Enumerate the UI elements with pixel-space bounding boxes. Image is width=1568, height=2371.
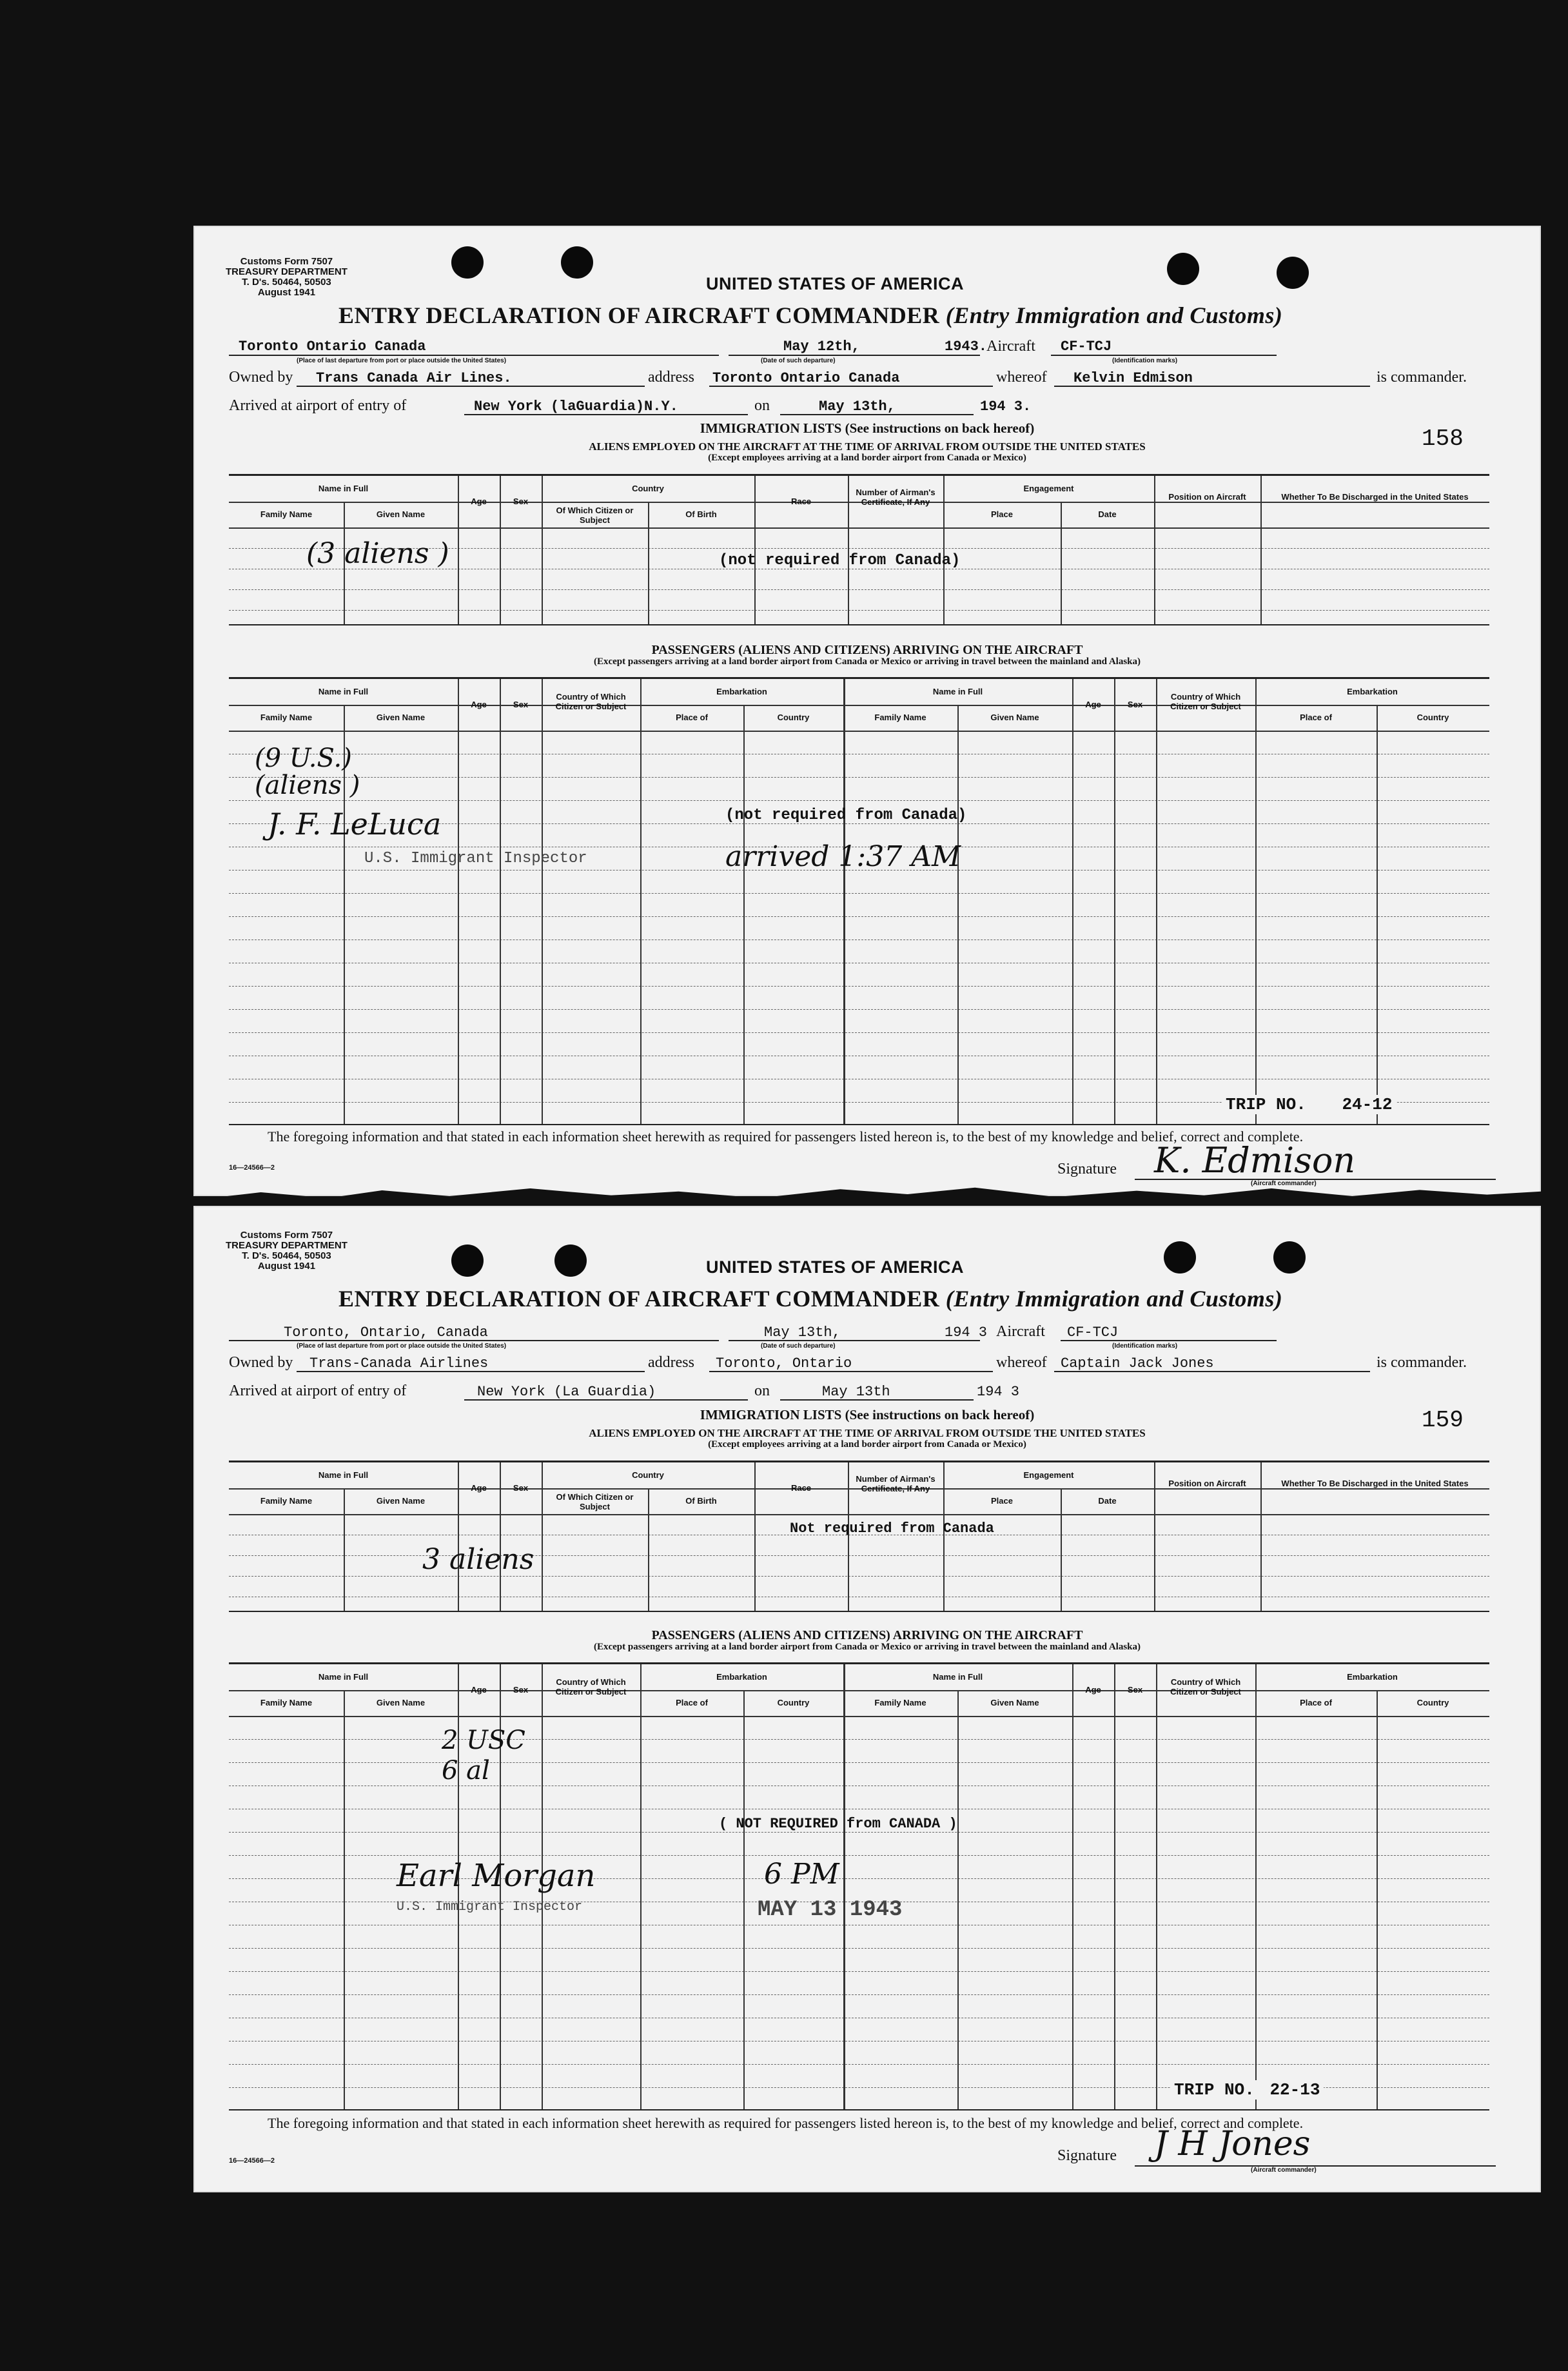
form-title — [338, 1285, 1282, 1312]
col-citizen-of: Of Which Citizen or Subject — [556, 1492, 634, 1511]
aliens-heading: ALIENS EMPLOYED ON THE AIRCRAFT AT THE TIME OF ARRIVAL FROM OUTSIDE THE UNITED STATES — [589, 440, 1146, 453]
col-name-in-full-2: Name in Full — [932, 687, 983, 696]
col-place: Place — [991, 1496, 1013, 1506]
col-age: Age — [471, 1685, 487, 1695]
departure-place: Toronto, Ontario, Canada — [284, 1324, 488, 1341]
punch-hole — [1167, 253, 1199, 285]
treasury-decisions: T. D's. 50464, 50503 — [242, 277, 331, 288]
form-number: Customs Form 7507 — [240, 256, 333, 267]
col-embarkation-2: Embarkation — [1347, 687, 1398, 696]
inspector-stamp: U.S. Immigrant Inspector — [364, 850, 587, 867]
signature-caption: (Aircraft commander) — [1251, 2167, 1317, 2174]
punch-hole — [451, 1245, 484, 1277]
date-stamp: MAY 13 1943 — [758, 1898, 903, 1922]
arrival-year: 194 3 — [977, 1384, 1020, 1400]
declaration-sheet-1 — [193, 226, 1541, 1196]
arrival-time-handwritten: arrived 1:37 AM — [725, 840, 961, 873]
treasury-decisions: T. D's. 50464, 50503 — [242, 1250, 331, 1261]
print-code: 16—24566—2 — [229, 2157, 275, 2165]
col-place-of: Place of — [676, 1698, 708, 1707]
signature-label: Signature — [1057, 1161, 1117, 1177]
owner: Trans-Canada Airlines — [309, 1355, 489, 1372]
owned-by-label: Owned by — [229, 1354, 293, 1371]
punch-hole — [1277, 257, 1309, 289]
col-family-name-2: Family Name — [874, 713, 926, 722]
col-discharged: Whether To Be Discharged in the United States — [1281, 1479, 1469, 1488]
declaration-sheet-2 — [193, 1206, 1541, 2192]
passengers-heading: PASSENGERS (ALIENS AND CITIZENS) ARRIVING ON THE AIRCRAFT — [651, 643, 1083, 657]
commander: Kelvin Edmison — [1073, 370, 1193, 386]
crew-not-required-note: (not required from Canada) — [719, 552, 961, 569]
commander-signature: J H Jones — [1154, 2125, 1311, 2163]
form-date: August 1941 — [257, 1261, 316, 1272]
arrival-airport: New York (laGuardia)N.Y. — [474, 398, 678, 415]
arrival-year: 194 3. — [980, 398, 1032, 415]
trip-number: 22-13 — [1269, 2080, 1320, 2100]
arrived-label: Arrived at airport of entry of — [229, 397, 407, 414]
col-of-birth: Of Birth — [685, 1496, 717, 1506]
col-certificate: Number of Airman's Certificate, If Any — [856, 487, 936, 507]
col-place-of-2: Place of — [1300, 1698, 1332, 1707]
departure-caption: (Place of last departure from port or place outside the United States) — [297, 357, 507, 364]
col-position: Position on Aircraft — [1168, 1479, 1246, 1488]
departure-date: May 12th, — [783, 339, 860, 355]
punch-hole — [561, 246, 593, 279]
department: TREASURY DEPARTMENT — [226, 1240, 348, 1251]
departure-year: 194 3 — [945, 1324, 988, 1341]
col-date: Date — [1098, 509, 1117, 519]
departure-place: Toronto Ontario Canada — [239, 339, 426, 355]
col-given-name: Given Name — [376, 713, 426, 722]
col-embarkation: Embarkation — [716, 687, 767, 696]
col-country-citizen-2: Country of Which Citizen or Subject — [1170, 1677, 1241, 1697]
crew-handwritten-note: (3 aliens ) — [306, 537, 449, 570]
departure-date: May 13th, — [764, 1324, 841, 1341]
country-heading: UNITED STATES OF AMERICA — [706, 1257, 964, 1277]
passengers-not-required-note: ( NOT REQUIRED from CANADA ) — [719, 1816, 957, 1832]
punch-hole — [1164, 1241, 1196, 1274]
passengers-subheading: (Except passengers arriving at a land border airport from Canada or Mexico or arriving in travel between the mainland and Alaska) — [593, 1642, 1141, 1652]
col-position: Position on Aircraft — [1168, 492, 1246, 502]
col-country-citizen-2: Country of Which Citizen or Subject — [1170, 692, 1241, 711]
aircraft-caption: (Identification marks) — [1112, 1343, 1178, 1350]
col-place: Place — [991, 509, 1013, 519]
col-of-birth: Of Birth — [685, 509, 717, 519]
col-family-name: Family Name — [260, 1698, 313, 1707]
col-age-2: Age — [1085, 1685, 1101, 1695]
arrival-time-handwritten: 6 PM — [764, 1858, 839, 1891]
date-caption: (Date of such departure) — [761, 1343, 836, 1350]
punch-hole — [554, 1245, 587, 1277]
passengers-heading: PASSENGERS (ALIENS AND CITIZENS) ARRIVING ON THE AIRCRAFT — [651, 1628, 1083, 1642]
aircraft-marks: CF-TCJ — [1061, 339, 1112, 355]
passengers-handwritten-aliens: (aliens ) — [255, 771, 360, 800]
inspector-stamp: U.S. Immigrant Inspector — [397, 1900, 583, 1914]
passengers-not-required-note: (not required from Canada) — [725, 807, 967, 824]
crew-handwritten-note: 3 aliens — [422, 1543, 534, 1576]
col-age: Age — [471, 497, 487, 506]
col-embark-country-2: Country — [1416, 1698, 1449, 1707]
passengers-subheading: (Except passengers arriving at a land border airport from Canada or Mexico or arriving in travel between the mainland and Alaska) — [593, 656, 1141, 667]
departure-year: 1943. — [945, 339, 988, 355]
col-place-of: Place of — [676, 713, 708, 722]
arrival-date: May 13th — [822, 1384, 890, 1400]
col-name-in-full-2: Name in Full — [932, 1672, 983, 1682]
passengers-table — [229, 1662, 1489, 2110]
inspector-signature: J. F. LeLuca — [268, 807, 442, 841]
title-subtitle: (Entry Immigration and Customs) — [945, 302, 1283, 328]
is-commander-label: is commander. — [1377, 1354, 1467, 1371]
print-code: 16—24566—2 — [229, 1164, 275, 1172]
aliens-subheading: (Except employees arriving at a land border airport from Canada or Mexico) — [708, 453, 1026, 463]
col-race: Race — [790, 497, 812, 506]
col-embark-country: Country — [777, 713, 810, 722]
page-number: 159 — [1422, 1407, 1464, 1433]
col-race: Race — [790, 1483, 812, 1493]
col-embarkation: Embarkation — [716, 1672, 767, 1682]
col-family-name: Family Name — [260, 509, 313, 519]
crew-not-required-note: Not required from Canada — [790, 1520, 994, 1537]
form-number: Customs Form 7507 — [240, 1230, 333, 1241]
arrived-label: Arrived at airport of entry of — [229, 1382, 407, 1399]
col-given-name: Given Name — [376, 509, 426, 519]
col-name-in-full: Name in Full — [318, 687, 369, 696]
col-discharged: Whether To Be Discharged in the United States — [1281, 492, 1469, 502]
title-main: ENTRY DECLARATION OF AIRCRAFT COMMANDER — [338, 302, 940, 328]
aircraft-caption: (Identification marks) — [1112, 357, 1178, 364]
trip-label: TRIP NO. — [1174, 2080, 1255, 2100]
col-embark-country: Country — [777, 1698, 810, 1707]
col-embark-country-2: Country — [1416, 713, 1449, 722]
department: TREASURY DEPARTMENT — [226, 266, 348, 277]
title-subtitle: (Entry Immigration and Customs) — [945, 1286, 1283, 1312]
col-name-in-full: Name in Full — [318, 1672, 369, 1682]
trip-number-field — [1170, 2080, 1324, 2100]
crew-table — [229, 1461, 1489, 1612]
passengers-table — [229, 677, 1489, 1125]
is-commander-label: is commander. — [1377, 369, 1467, 386]
aircraft-label: Aircraft — [986, 338, 1035, 355]
passengers-handwritten-us: (9 U.S.) — [255, 743, 352, 773]
aircraft-label: Aircraft — [996, 1323, 1045, 1340]
declaration-statement: The foregoing information and that stated in each information sheet herewith as required for passengers listed hereon is, to the best of my knowledge and belief, correct and complete. — [268, 1128, 1304, 1145]
col-country: Country — [632, 484, 664, 493]
col-embarkation-2: Embarkation — [1347, 1672, 1398, 1682]
col-sex: Sex — [513, 1685, 529, 1695]
form-header-block — [226, 1230, 348, 1272]
col-age: Age — [471, 1483, 487, 1493]
trip-number: 24-12 — [1342, 1095, 1393, 1114]
crew-table — [229, 474, 1489, 625]
aliens-subheading: (Except employees arriving at a land border airport from Canada or Mexico) — [708, 1439, 1026, 1450]
inspector-signature: Earl Morgan — [397, 1858, 596, 1894]
trip-number-field — [1222, 1095, 1396, 1114]
punch-hole — [451, 246, 484, 279]
owner: Trans Canada Air Lines. — [316, 370, 512, 386]
col-given-name: Given Name — [376, 1698, 426, 1707]
date-caption: (Date of such departure) — [761, 357, 836, 364]
passengers-handwritten-us: 2 USC — [442, 1726, 525, 1755]
col-place-of-2: Place of — [1300, 713, 1332, 722]
country-heading: UNITED STATES OF AMERICA — [706, 274, 964, 293]
declaration-statement: The foregoing information and that stated in each information sheet herewith as required for passengers listed hereon is, to the best of my knowledge and belief, correct and complete. — [268, 2115, 1304, 2131]
col-certificate: Number of Airman's Certificate, If Any — [856, 1474, 936, 1493]
col-age-2: Age — [1085, 700, 1101, 709]
col-sex-2: Sex — [1127, 700, 1143, 709]
col-given-name-2: Given Name — [990, 1698, 1039, 1707]
form-date: August 1941 — [257, 287, 316, 298]
col-date: Date — [1098, 1496, 1117, 1506]
address-label: address — [648, 369, 694, 386]
col-family-name: Family Name — [260, 1496, 313, 1506]
passengers-handwritten-aliens: 6 al — [442, 1756, 490, 1786]
signature-caption: (Aircraft commander) — [1251, 1180, 1317, 1187]
col-sex: Sex — [513, 700, 529, 709]
col-name-in-full: Name in Full — [318, 1470, 369, 1480]
col-family-name: Family Name — [260, 713, 313, 722]
col-engagement: Engagement — [1023, 484, 1074, 493]
departure-caption: (Place of last departure from port or place outside the United States) — [297, 1343, 507, 1350]
commander: Captain Jack Jones — [1061, 1355, 1214, 1372]
col-given-name-2: Given Name — [990, 713, 1039, 722]
arrival-date: May 13th, — [819, 398, 896, 415]
aircraft-marks: CF-TCJ — [1067, 1324, 1119, 1341]
col-sex: Sex — [513, 497, 529, 506]
commander-signature: K. Edmison — [1154, 1140, 1356, 1181]
immigration-lists-heading: IMMIGRATION LISTS (See instructions on back hereof) — [700, 1407, 1035, 1422]
whereof-label: whereof — [996, 369, 1047, 386]
col-engagement: Engagement — [1023, 1470, 1074, 1480]
col-sex: Sex — [513, 1483, 529, 1493]
address-label: address — [648, 1354, 694, 1371]
on-label: on — [754, 1382, 770, 1399]
col-name-in-full: Name in Full — [318, 484, 369, 493]
address: Toronto Ontario Canada — [712, 370, 900, 386]
col-sex-2: Sex — [1127, 1685, 1143, 1695]
page-number: 158 — [1422, 426, 1464, 452]
form-title — [338, 302, 1282, 329]
immigration-lists-heading: IMMIGRATION LISTS (See instructions on back hereof) — [700, 420, 1035, 436]
col-country: Country — [632, 1470, 664, 1480]
on-label: on — [754, 397, 770, 414]
signature-label: Signature — [1057, 2147, 1117, 2164]
form-header-block — [226, 257, 348, 298]
col-citizen-of: Of Which Citizen or Subject — [556, 506, 634, 525]
aliens-heading: ALIENS EMPLOYED ON THE AIRCRAFT AT THE TIME OF ARRIVAL FROM OUTSIDE THE UNITED STATES — [589, 1427, 1146, 1439]
title-main: ENTRY DECLARATION OF AIRCRAFT COMMANDER — [338, 1286, 940, 1312]
whereof-label: whereof — [996, 1354, 1047, 1371]
owned-by-label: Owned by — [229, 369, 293, 386]
address: Toronto, Ontario — [716, 1355, 852, 1372]
arrival-airport: New York (La Guardia) — [477, 1384, 656, 1400]
col-country-citizen: Country of Which Citizen or Subject — [555, 692, 627, 711]
col-age: Age — [471, 700, 487, 709]
col-country-citizen: Country of Which Citizen or Subject — [555, 1677, 627, 1697]
col-given-name: Given Name — [376, 1496, 426, 1506]
col-family-name-2: Family Name — [874, 1698, 926, 1707]
trip-label: TRIP NO. — [1226, 1095, 1306, 1114]
punch-hole — [1273, 1241, 1306, 1274]
